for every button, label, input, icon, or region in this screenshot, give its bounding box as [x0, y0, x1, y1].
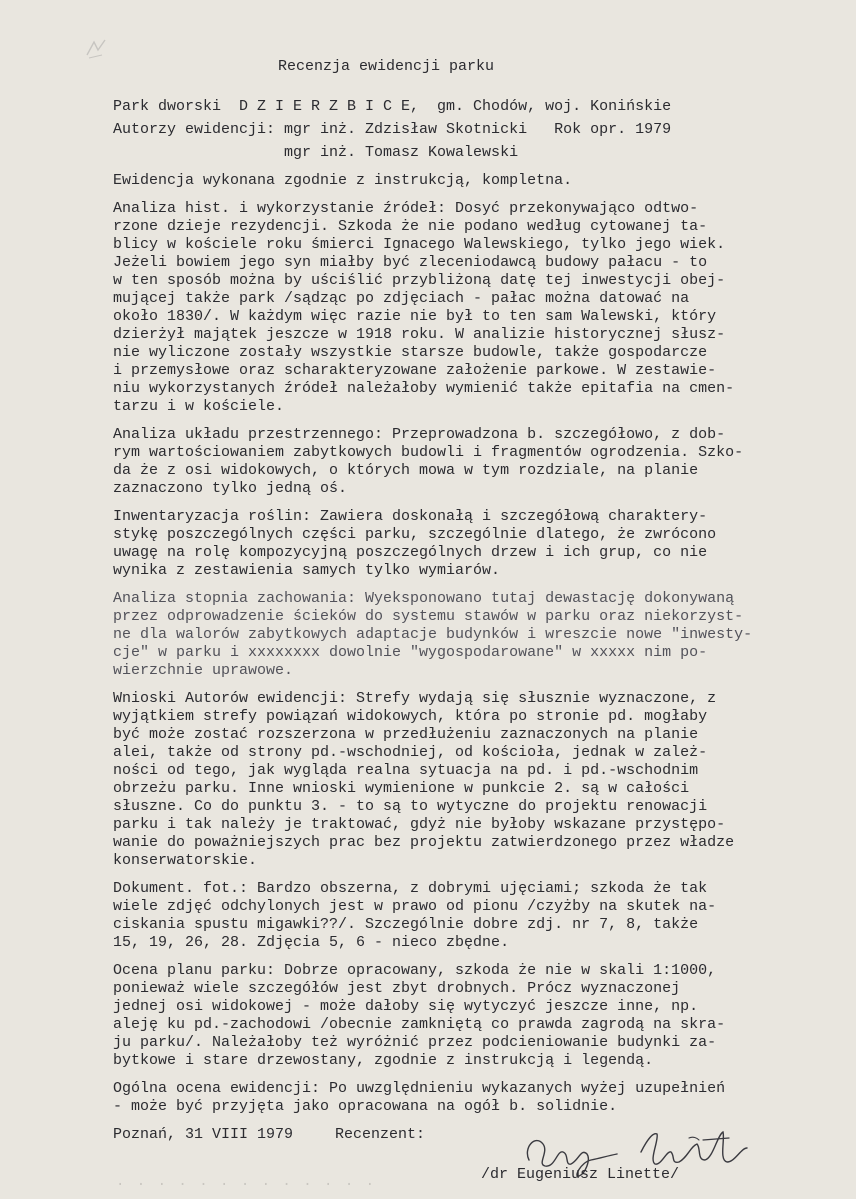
text-line: w ten sposób można by uściślić przybliżoną datę tej inwestycji obej-: [113, 272, 726, 289]
text-line: zaznaczono tylko jedną oś.: [113, 480, 348, 497]
text-line: Analiza stopnia zachowania: Wyeksponowano tutaj dewastację dokonywaną: [113, 590, 735, 607]
text-line: - może być przyjęta jako opracowana na ogół b. solidnie.: [113, 1098, 618, 1115]
pencil-mark-icon: [84, 38, 110, 60]
text-line: rym wartościowaniem zabytkowych budowli i fragmentów ogrodzenia. Szko-: [113, 444, 744, 461]
text-line: 15, 19, 26, 28. Zdjęcia 5, 6 - nieco zbędne.: [113, 934, 510, 951]
text-line: słuszne. Co do punktu 3. - to są to wytyczne do projektu renowacji: [113, 798, 708, 815]
paragraph-photo-documentation: [113, 880, 833, 952]
paragraph-preservation-analysis: [113, 590, 833, 680]
text-line: wyjątkiem strefy powiązań widokowych, która po stronie pd. mogłaby: [113, 708, 708, 725]
text-line: aleję ku pd.-zachodowi /obecnie zamkniętą co prawda zagrodą na skra-: [113, 1016, 726, 1033]
paragraph-plan-assessment: [113, 962, 833, 1070]
document-header: [113, 98, 833, 162]
text-line: być może zostać rozszerzona w przedłużeniu zaznaczonych na planie: [113, 726, 699, 743]
paragraph-overall-assessment: [113, 1080, 833, 1116]
text-line: blicy w kościele roku śmierci Ignacego Walewskiego, tylko jego wiek.: [113, 236, 726, 253]
text-line: ju parku/. Należałoby też wyróżnić przez podcieniowanie budynki za-: [113, 1034, 717, 1051]
text-line: Ocena planu parku: Dobrze opracowany, szkoda że nie w skali 1:1000,: [113, 962, 717, 979]
text-line: wynika z zestawienia samych tylko wymiarów.: [113, 562, 501, 579]
text-line: Dokument. fot.: Bardzo obszerna, z dobrymi ujęciami; szkoda że tak: [113, 880, 708, 897]
document-title: Recenzja ewidencji parku: [278, 58, 495, 75]
text-line: cje" w parku i xxxxxxxx dowolnie "wygospodarowane" w xxxxx nim po-: [113, 644, 708, 661]
document-body: [113, 58, 833, 1199]
faint-bleed-through-text: · · · · · · · · · · · · ·: [116, 1177, 377, 1193]
paragraph-spatial-analysis: [113, 426, 833, 498]
text-line: tarzu i w kościele.: [113, 398, 285, 415]
text-line: nie wyliczone zostały wszystkie starsze budowle, także gospodarcze: [113, 344, 708, 361]
text-line: Ewidencja wykonana zgodnie z instrukcją, kompletna.: [113, 172, 573, 189]
text-line: rzone dzieje rezydencji. Szkoda że nie podano według cytowanej ta-: [113, 218, 708, 235]
text-line: wanie do poważniejszych prac bez projektu zatwierdzonego przez władze: [113, 834, 735, 851]
paragraph-completeness: [113, 172, 833, 190]
text-line: i przemysłowe oraz scharakteryzowane założenie parkowe. W zestawie-: [113, 362, 717, 379]
text-line: wiele zdjęć odchylonych jest w prawo od pionu /czyżby na skutek na-: [113, 898, 717, 915]
text-line: Wnioski Autorów ewidencji: Strefy wydają się słusznie wyznaczone, z: [113, 690, 717, 707]
text-line: ciskania spustu migawki??/. Szczególnie dobre zdj. nr 7, 8, także: [113, 916, 699, 933]
text-line: niu wykorzystanych źródeł należałoby wymienić także epitafia na cmen-: [113, 380, 735, 397]
text-line: mującej także park /sądząc po zdjęciach - pałac można datować na: [113, 290, 690, 307]
text-line: obrzeżu parku. Inne wnioski wymienione w punkcie 2. są w całości: [113, 780, 690, 797]
text-line: wierzchnie uprawowe.: [113, 662, 294, 679]
text-line: około 1830/. W każdym więc razie nie był to ten sam Walewski, który: [113, 308, 717, 325]
authors-line-2: mgr inż. Tomasz Kowalewski: [113, 144, 519, 161]
paragraph-historical-analysis: [113, 200, 833, 416]
paragraph-authors-conclusions: [113, 690, 833, 870]
place-date: Poznań, 31 VIII 1979: [113, 1126, 294, 1143]
text-line: uwagę na rolę kompozycyjną poszczególnych drzew i ich grup, co nie: [113, 544, 708, 561]
authors-line-1: Autorzy ewidencji: mgr inż. Zdzisław Skotnicki Rok opr. 1979: [113, 121, 672, 138]
text-line: Ogólna ocena ewidencji: Po uwzględnieniu wykazanych wyżej uzupełnień: [113, 1080, 726, 1097]
text-line: bytkowe i stare drzewostany, zgodnie z instrukcją i legendą.: [113, 1052, 654, 1069]
text-line: ne dla walorów zabytkowych adaptacje budynków i wreszcie nowe "inwesty-: [113, 626, 753, 643]
text-line: Analiza układu przestrzennego: Przeprowadzona b. szczegółowo, z dob-: [113, 426, 726, 443]
park-location-line: Park dworski D Z I E R Z B I C E, gm. Chodów, woj. Konińskie: [113, 98, 672, 115]
text-line: dzierżył majątek jeszcze w 1918 roku. W analizie historycznej słusz-: [113, 326, 726, 343]
text-line: ności od tego, jak wygląda realna sytuacja na pd. i pd.-wschodnim: [113, 762, 699, 779]
text-line: przez odprowadzenie ścieków do systemu stawów w parku oraz niekorzyst-: [113, 608, 744, 625]
text-line: ponieważ wiele szczegółów jest zbyt drobnych. Prócz wyznaczonej: [113, 980, 681, 997]
text-line: parku i tak należy je traktować, gdyż nie byłoby wskazane przystępo-: [113, 816, 726, 833]
text-line: konserwatorskie.: [113, 852, 258, 869]
text-line: jednej osi widokowej - może dałoby się wytyczyć jeszcze inne, np.: [113, 998, 699, 1015]
text-line: Inwentaryzacja roślin: Zawiera doskonałą i szczegółową charaktery-: [113, 508, 708, 525]
text-line: Jeżeli bowiem jego syn miałby być zleceniodawcą budowy pałacu - to: [113, 254, 708, 271]
reviewer-label: Recenzent:: [335, 1126, 426, 1143]
text-line: da że z osi widokowych, o których mowa w tym rozdziale, na planie: [113, 462, 699, 479]
reviewer-name: /dr Eugeniusz Linette/: [481, 1166, 680, 1183]
paragraph-plant-inventory: [113, 508, 833, 580]
text-line: stykę poszczególnych części parku, szczególnie dlatego, że zwrócono: [113, 526, 717, 543]
text-line: alei, także od strony pd.-wschodniej, od kościoła, jednak w zależ-: [113, 744, 708, 761]
text-line: Analiza hist. i wykorzystanie źródeł: Dosyć przekonywająco odtwo-: [113, 200, 699, 217]
